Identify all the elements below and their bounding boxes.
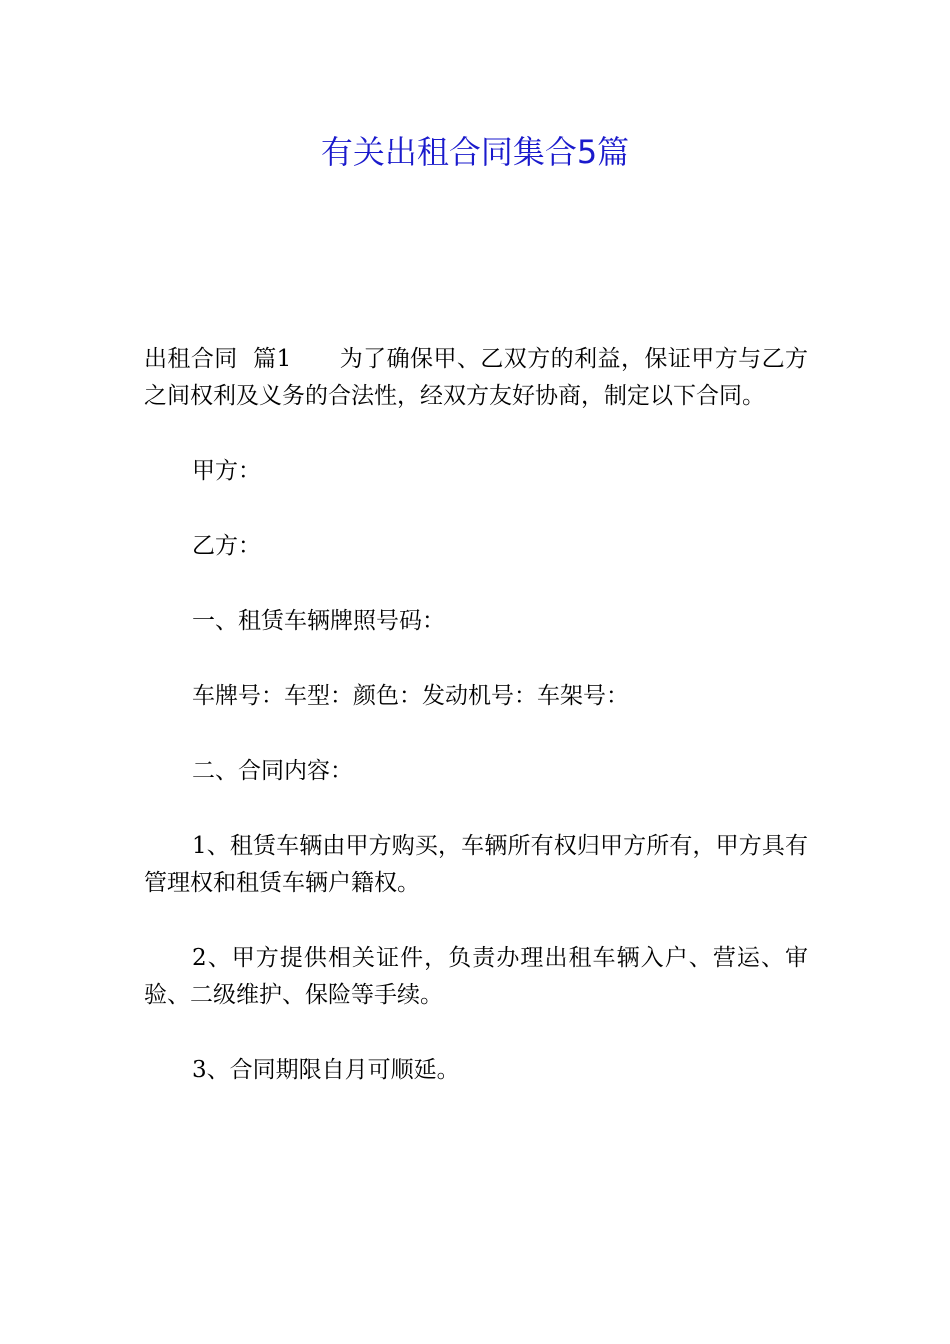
- intro-text: 为了确保甲、乙双方的利益，保证甲方与乙方之间权利及义务的合法性，经双方友好协商，制定以下合同。: [144, 346, 809, 409]
- section-2-heading: 二、合同内容：: [192, 758, 353, 784]
- vehicle-fields-line: 车牌号：车型：颜色：发动机号：车架号：: [192, 683, 629, 709]
- clause-2: 2、甲方提供相关证件，负责办理出租车辆入户、营运、审验、二级维护、保险等手续。: [144, 945, 808, 1008]
- clause-3: 3、合同期限自月可顺延。: [192, 1057, 460, 1083]
- clause-1: 1、租赁车辆由甲方购买，车辆所有权归甲方所有，甲方具有管理权和租赁车辆户籍权。: [144, 833, 808, 896]
- party-a-line: 甲方：: [192, 458, 261, 484]
- contract-heading-label: 出租合同 篇1: [144, 346, 292, 372]
- document-title: 有关出租合同集合5篇: [320, 133, 630, 171]
- intro-paragraph: [144, 341, 808, 415]
- section-1-heading: 一、租赁车辆牌照号码：: [192, 608, 445, 634]
- document-body: [144, 341, 808, 1127]
- party-b-line: 乙方：: [192, 533, 261, 559]
